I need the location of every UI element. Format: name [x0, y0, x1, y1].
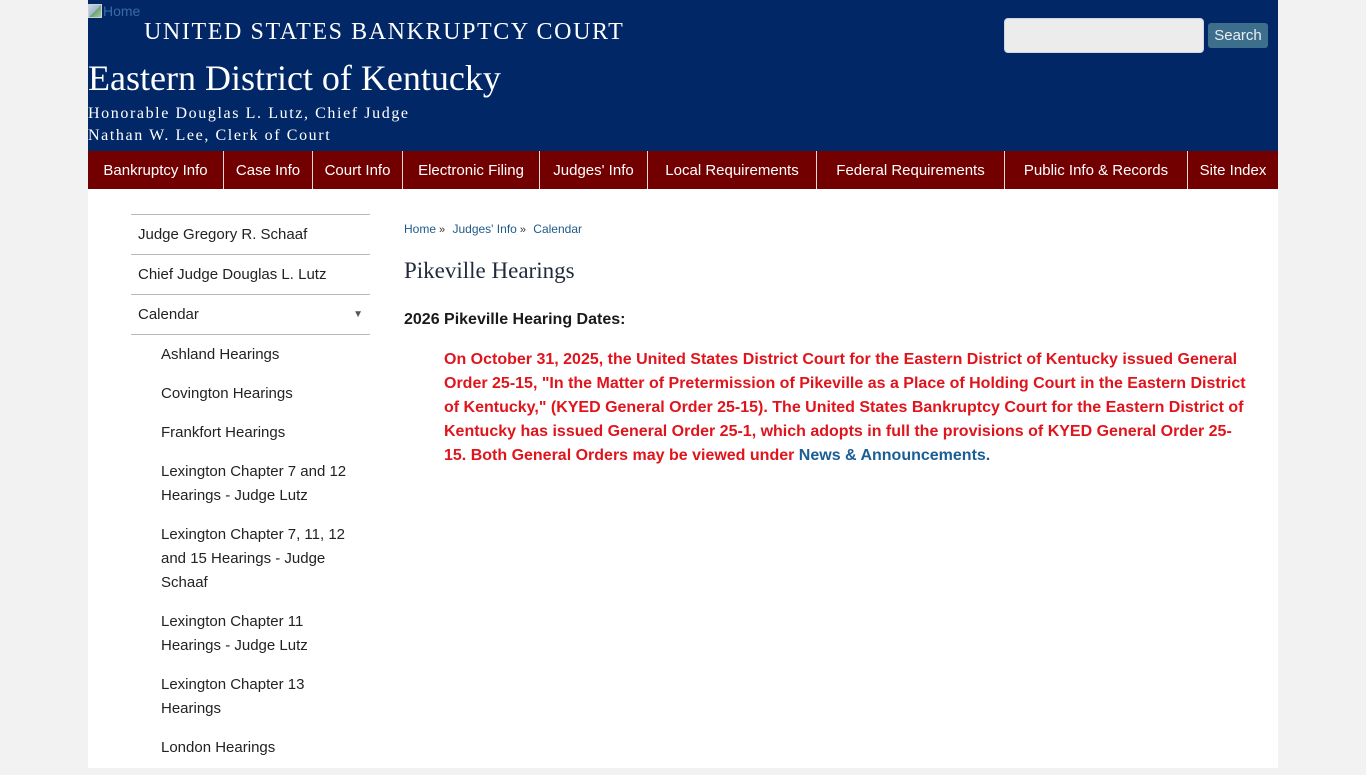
sidebar-nav: [131, 214, 370, 775]
nav-item-federal-requirements[interactable]: Federal Requirements: [817, 151, 1005, 189]
calendar-submenu: [131, 335, 370, 760]
breadcrumb-separator: »: [439, 224, 446, 236]
breadcrumb-judges-info[interactable]: Judges' Info: [452, 222, 517, 236]
search-button[interactable]: Search: [1208, 23, 1268, 48]
hearing-dates-heading: 2026 Pikeville Hearing Dates:: [404, 311, 626, 328]
submenu-item-lexington-ch7-11-12-15-schaaf[interactable]: Lexington Chapter 7, 11, 12 and 15 Hearings - Judge Schaaf: [161, 526, 346, 591]
sidebar-item-label: Judge Gregory R. Schaaf: [138, 226, 308, 243]
notice-text: On October 31, 2025, the United States District Court for the Eastern District of Kentucky issued General Order 25-15, "In the Matter of Pretermission of Pikeville as a Place of Holding Court in the Eastern District of Kentucky," (KYED General Order 25-15). The United States Bankruptcy Court for the Eastern District of Kentucky has issued General Order 25-1, which adopts in full the provisions of KYED General Order 25-15. Both General Orders may be viewed under: [444, 351, 1246, 464]
nav-item-judges-info[interactable]: Judges' Info: [540, 151, 648, 189]
sidebar-item-calendar[interactable]: [131, 295, 370, 335]
nav-item-bankruptcy-info[interactable]: Bankruptcy Info: [88, 151, 224, 189]
sidebar-item-chief-judge-lutz[interactable]: [131, 255, 370, 295]
breadcrumb: [404, 222, 1254, 236]
submenu-item-london[interactable]: London Hearings: [161, 739, 276, 756]
submenu-item-ashland[interactable]: Ashland Hearings: [161, 346, 280, 363]
page-container: [88, 0, 1278, 768]
submenu-item-lexington-ch13[interactable]: Lexington Chapter 13 Hearings: [161, 676, 305, 717]
page-title: Pikeville Hearings: [404, 258, 575, 283]
breadcrumb-home[interactable]: Home: [404, 222, 437, 236]
sidebar-item-label: Chief Judge Douglas L. Lutz: [138, 266, 327, 283]
notice-end: .: [985, 447, 991, 464]
chief-judge-line: Honorable Douglas L. Lutz, Chief Judge: [88, 105, 410, 122]
submenu-item-lexington-ch7-12-lutz[interactable]: Lexington Chapter 7 and 12 Hearings - Judge Lutz: [161, 463, 347, 504]
search-input[interactable]: [1004, 18, 1204, 53]
nav-item-site-index[interactable]: Site Index: [1199, 161, 1267, 179]
nav-item-electronic-filing[interactable]: Electronic Filing: [403, 151, 540, 189]
pretermission-notice: [444, 348, 1250, 468]
district-name: Eastern District of Kentucky: [88, 58, 501, 98]
submenu-item-covington[interactable]: Covington Hearings: [161, 385, 293, 402]
breadcrumb-separator: »: [519, 224, 526, 236]
news-announcements-link[interactable]: News & Announcements: [798, 447, 986, 464]
clerk-line: Nathan W. Lee, Clerk of Court: [88, 127, 332, 144]
submenu-item-frankfort[interactable]: Frankfort Hearings: [161, 424, 286, 441]
nav-item-local-requirements[interactable]: Local Requirements: [648, 151, 817, 189]
breadcrumb-calendar[interactable]: Calendar: [533, 222, 582, 236]
submenu-item-lexington-ch11-lutz[interactable]: Lexington Chapter 11 Hearings - Judge Lutz: [161, 613, 308, 654]
home-logo-link[interactable]: [88, 3, 140, 19]
chevron-down-icon[interactable]: ▼: [353, 309, 363, 320]
court-name: UNITED STATES BANKRUPTCY COURT: [144, 19, 625, 45]
main-nav: [88, 151, 1278, 189]
main-content: [404, 222, 1254, 468]
nav-item-court-info[interactable]: Court Info: [313, 151, 403, 189]
sidebar-item-label: Calendar: [138, 306, 199, 323]
nav-item-case-info[interactable]: Case Info: [224, 151, 313, 189]
sidebar-item-judge-schaaf[interactable]: [131, 215, 370, 255]
site-header: [88, 0, 1278, 151]
nav-item-public-info-records[interactable]: Public Info & Records: [1005, 151, 1188, 189]
broken-image-icon: [88, 4, 102, 18]
home-logo-alt-text: Home: [103, 3, 141, 19]
